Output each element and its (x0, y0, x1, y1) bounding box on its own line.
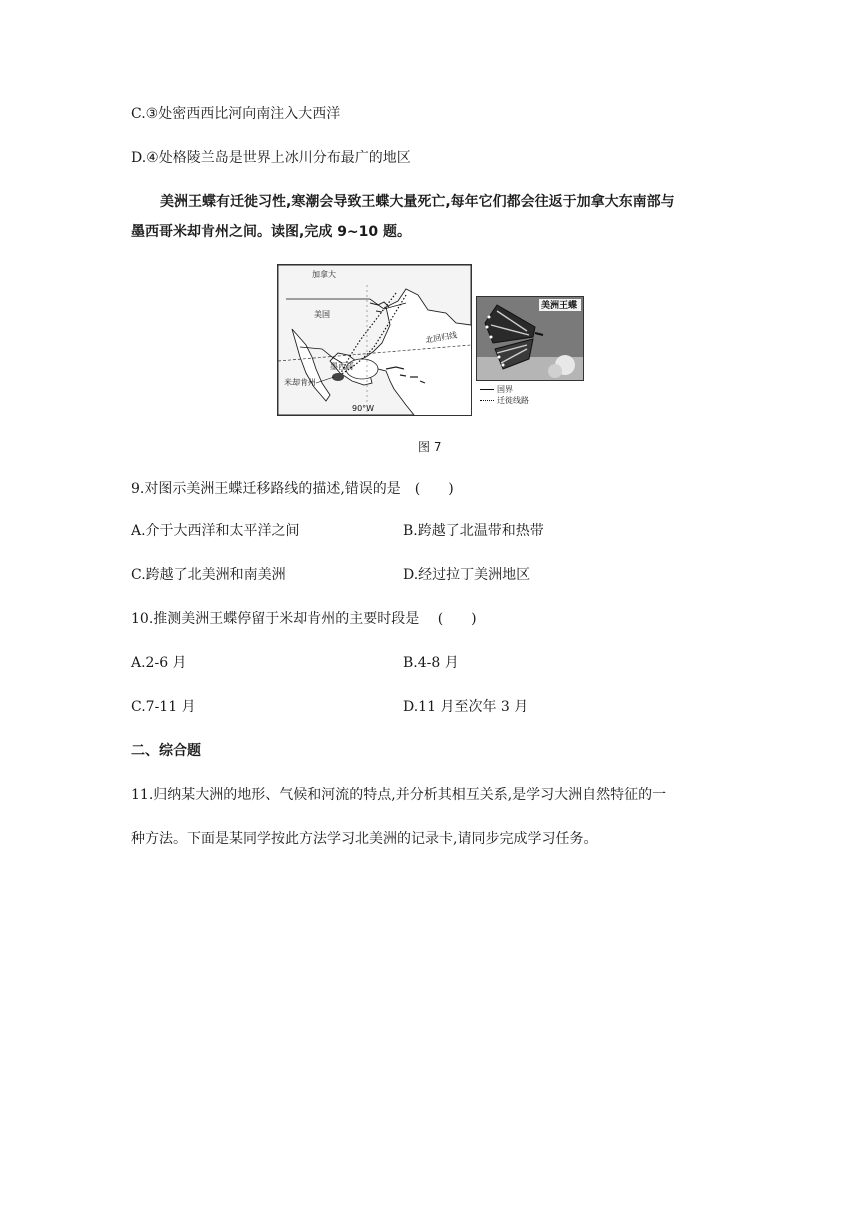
label-tropic: 北回归线 (424, 330, 458, 345)
q9-option-c: C.跨越了北美洲和南美洲 (131, 567, 286, 583)
butterfly-photo (476, 296, 584, 381)
q9-option-a: A.介于大西洋和太平洋之间 (131, 523, 300, 539)
q10-option-a: A.2-6 月 (131, 655, 187, 671)
legend-dotted-line-icon (480, 400, 494, 401)
q10-stem: 10.推测美洲王蝶停留于米却肯州的主要时段是 ( ) (131, 611, 477, 627)
q9-option-b: B.跨越了北温带和热带 (403, 523, 544, 539)
intro-line-2: 墨西哥米却肯州之间。读图,完成 9~10 题。 (131, 224, 412, 240)
q10-option-d: D.11 月至次年 3 月 (403, 699, 529, 715)
q11-line-1: 11.归纳某大洲的地形、气候和河流的特点,并分析其相互关系,是学习大洲自然特征的一 (131, 787, 667, 803)
legend-solid-line-icon (480, 389, 494, 390)
figure-7 (277, 264, 587, 416)
q9-stem: 9.对图示美洲王蝶迁移路线的描述,错误的是 ( ) (131, 481, 454, 497)
legend-route-label: 迁徙线路 (497, 396, 529, 405)
q10-option-b: B.4-8 月 (403, 655, 459, 671)
photo-label: 美洲王蝶 (541, 301, 578, 311)
label-michoacan: 米却肯州 (284, 378, 316, 387)
option-d-prev: D.④处格陵兰岛是世界上冰川分布最广的地区 (131, 150, 411, 166)
label-usa: 美国 (314, 310, 330, 319)
map-legend (480, 384, 529, 406)
north-america-map (277, 264, 472, 416)
map-svg (278, 265, 471, 415)
section-2-title: 二、综合题 (131, 743, 201, 759)
label-canada: 加拿大 (312, 270, 336, 279)
q11-line-2: 种方法。下面是某同学按此方法学习北美洲的记录卡,请同步完成学习任务。 (131, 831, 598, 847)
legend-border-row (480, 384, 529, 395)
q9-option-d: D.经过拉丁美洲地区 (403, 567, 531, 583)
q10-option-c: C.7-11 月 (131, 699, 196, 715)
option-c-prev: C.③处密西西比河向南注入大西洋 (131, 106, 341, 122)
intro-line-1: 美洲王蝶有迁徙习性,寒潮会导致王蝶大量死亡,每年它们都会往返于加拿大东南部与 (160, 194, 675, 210)
caribbean-islands (386, 367, 425, 383)
figure-caption: 图 7 (418, 440, 442, 454)
legend-border-label: 国界 (497, 385, 513, 394)
butterfly-svg (477, 297, 583, 380)
label-longitude: 90°W (352, 404, 375, 413)
legend-route-row (480, 395, 529, 406)
label-mexico: 墨西哥 (330, 362, 354, 371)
